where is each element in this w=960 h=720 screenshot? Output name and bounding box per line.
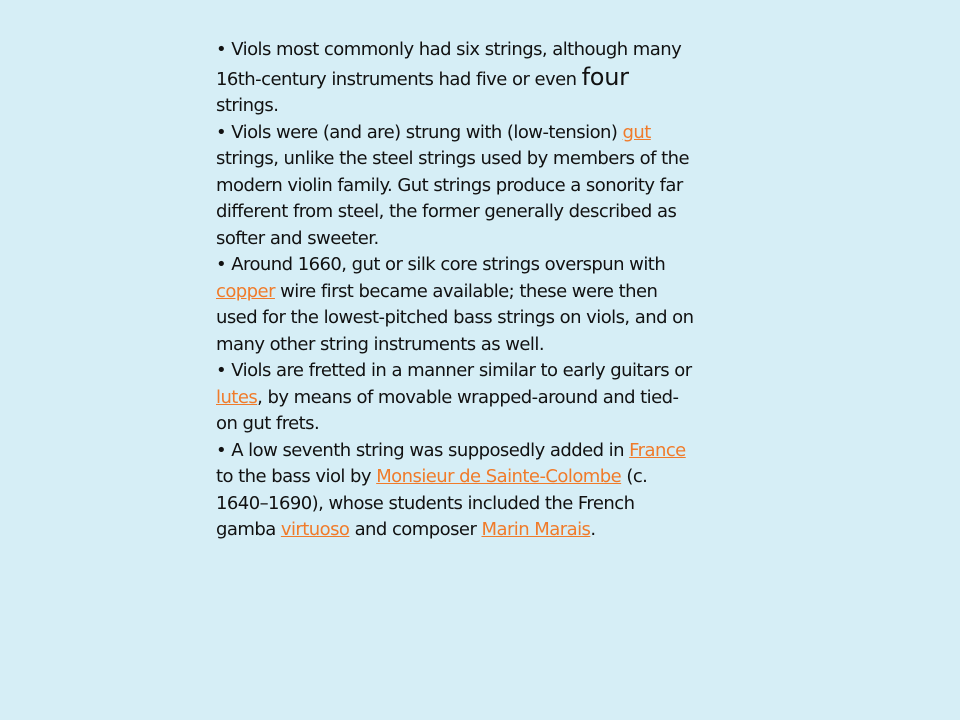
bullet-text: Viols were (and are) strung with (low-tension) xyxy=(231,121,623,143)
bullet-text: Around 1660, gut or silk core strings overspun with xyxy=(231,254,666,275)
bullet-seventh-string xyxy=(216,438,696,544)
bullet-text: A low seventh string was supposedly added in xyxy=(231,439,630,461)
link-virtuoso[interactable]: virtuoso xyxy=(280,519,350,540)
bullet-text: wire first became available; these were then used for the lowest-pitched bass strings on viols, and on many other string instruments as well. xyxy=(216,280,694,355)
bullet-frets xyxy=(216,358,696,438)
bullet-marker: • xyxy=(216,360,227,381)
bullet-text: to the bass viol by xyxy=(216,466,377,487)
link-lutes[interactable]: lutes xyxy=(216,386,258,408)
bullet-copper-wire xyxy=(216,252,696,358)
bullet-marker: • xyxy=(216,39,227,60)
bullet-text: (c. 1640–1690), whose students included the French gamba xyxy=(216,466,648,540)
bullet-text: Viols most commonly had six strings, although many 16th-century instruments had five or even xyxy=(216,39,682,90)
link-sainte-colombe[interactable]: Monsieur de Sainte-Colombe xyxy=(376,466,622,487)
bullet-text: . xyxy=(590,519,596,540)
link-marin-marais[interactable]: Marin Marais xyxy=(481,519,591,540)
slide-text-body xyxy=(216,37,696,544)
emphasis-four: four xyxy=(581,62,629,91)
bullet-marker: • xyxy=(216,254,227,275)
link-copper[interactable]: copper xyxy=(216,280,275,302)
bullet-text: and composer xyxy=(349,519,482,540)
bullet-gut-strings xyxy=(216,120,696,253)
bullet-six-strings xyxy=(216,37,696,120)
bullet-text: strings, unlike the steel strings used by members of the modern violin family. Gut strings produce a sonority far different from steel, the former generally described as softer and sweeter. xyxy=(216,148,689,249)
bullet-marker: • xyxy=(216,121,227,143)
bullet-text: , by means of movable wrapped-around and tied-on gut frets. xyxy=(216,386,679,434)
link-france[interactable]: France xyxy=(629,439,686,461)
bullet-text: strings. xyxy=(216,95,279,116)
bullet-text: Viols are fretted in a manner similar to early guitars or xyxy=(231,360,692,381)
bullet-marker: • xyxy=(216,439,227,461)
link-gut[interactable]: gut xyxy=(622,121,651,143)
